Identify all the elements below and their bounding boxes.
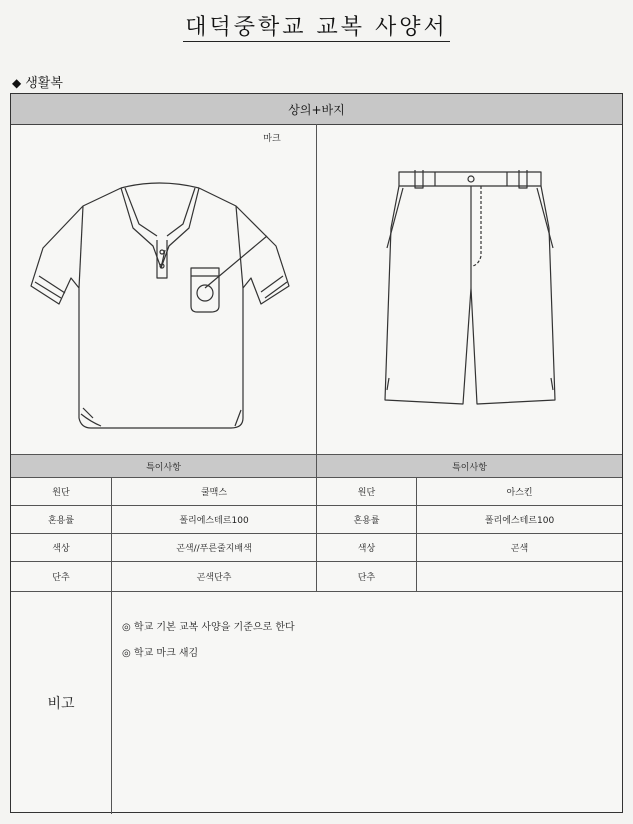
row-label-color-left: 색상	[52, 544, 70, 554]
section-heading	[12, 72, 63, 91]
remark-item: ◎ 학교 기본 교복 사양을 기준으로 한다	[122, 622, 295, 633]
pants-drawing	[323, 128, 618, 450]
table-header: 상의+바지	[11, 94, 622, 125]
shirt-drawing	[21, 128, 311, 450]
row-label-fabric-left: 원단	[52, 488, 70, 498]
document-title: 대덕중학교 교복 사양서	[185, 15, 448, 40]
row-label-blend-right: 혼용률	[353, 516, 380, 526]
row-value-color-left: 곤색//푸른줄지배색	[176, 544, 252, 554]
remarks-list	[122, 618, 295, 670]
row-value-color-right: 곤색	[510, 544, 529, 554]
drawing-divider	[316, 124, 317, 454]
row-value-blend-right: 폴리에스테르100	[484, 516, 555, 526]
special-header-left: 특이사항	[11, 455, 316, 477]
row-label-fabric-right: 원단	[357, 488, 376, 498]
spec-table	[10, 93, 623, 813]
row-value-fabric-left: 쿨맥스	[200, 488, 228, 498]
row-label-color-right: 색상	[357, 544, 376, 554]
row-label-button-right: 단추	[357, 573, 376, 583]
row-value-fabric-right: 아스킨	[506, 488, 533, 498]
remark-item: ◎ 학교 마크 새김	[122, 648, 199, 659]
row-value-button-left: 곤색단추	[196, 573, 232, 583]
row-label-blend-left: 혼용률	[47, 516, 75, 526]
remarks-label: 비고	[47, 696, 75, 712]
diamond-icon: ◆	[12, 76, 22, 90]
special-header-right: 특이사항	[317, 455, 622, 477]
section-label: 생활복	[25, 76, 63, 91]
row-value-button-right	[417, 562, 622, 591]
row-value-blend-left: 폴리에스테르100	[179, 516, 249, 526]
mark-label: 마크	[263, 133, 281, 144]
row-label-button-left: 단추	[52, 573, 70, 583]
